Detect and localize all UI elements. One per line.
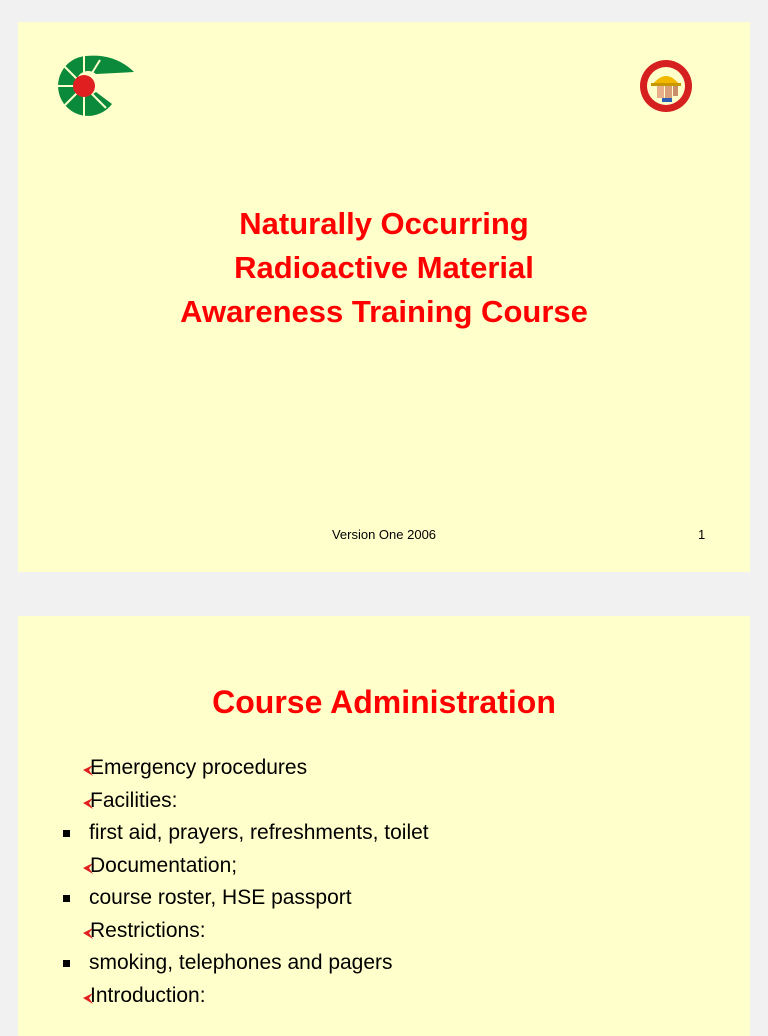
sub-item-text: first aid, prayers, refreshments, toilet: [89, 821, 429, 844]
page-number: 1: [698, 527, 706, 542]
sub-item-text: smoking, telephones and pagers: [89, 951, 393, 974]
square-bullet-icon: [63, 960, 70, 967]
slide-2: [18, 616, 750, 1036]
square-bullet-icon: [63, 830, 70, 837]
company-logo-icon: [52, 52, 138, 118]
title-line-1: Naturally Occurring: [239, 206, 529, 241]
sub-item-text: course roster, HSE passport: [89, 886, 352, 909]
list-item-text: Facilities:: [90, 788, 178, 812]
square-bullet-icon: [63, 895, 70, 902]
list-item-text: Emergency procedures: [90, 756, 308, 779]
footer-version: Version One 2006: [331, 527, 437, 542]
slide-1-title: [18, 202, 750, 334]
list-item-text: Documentation;: [90, 853, 238, 877]
list-item-text: Introduction:: [90, 983, 206, 1007]
slide-2-title: Course Administration: [212, 684, 556, 720]
list-item-text: Restrictions:: [90, 918, 206, 942]
safety-badge-icon: [638, 52, 694, 120]
slide-1: [18, 22, 750, 572]
title-line-3: Awareness Training Course: [180, 294, 588, 329]
title-line-2: Radioactive Material: [234, 250, 534, 285]
